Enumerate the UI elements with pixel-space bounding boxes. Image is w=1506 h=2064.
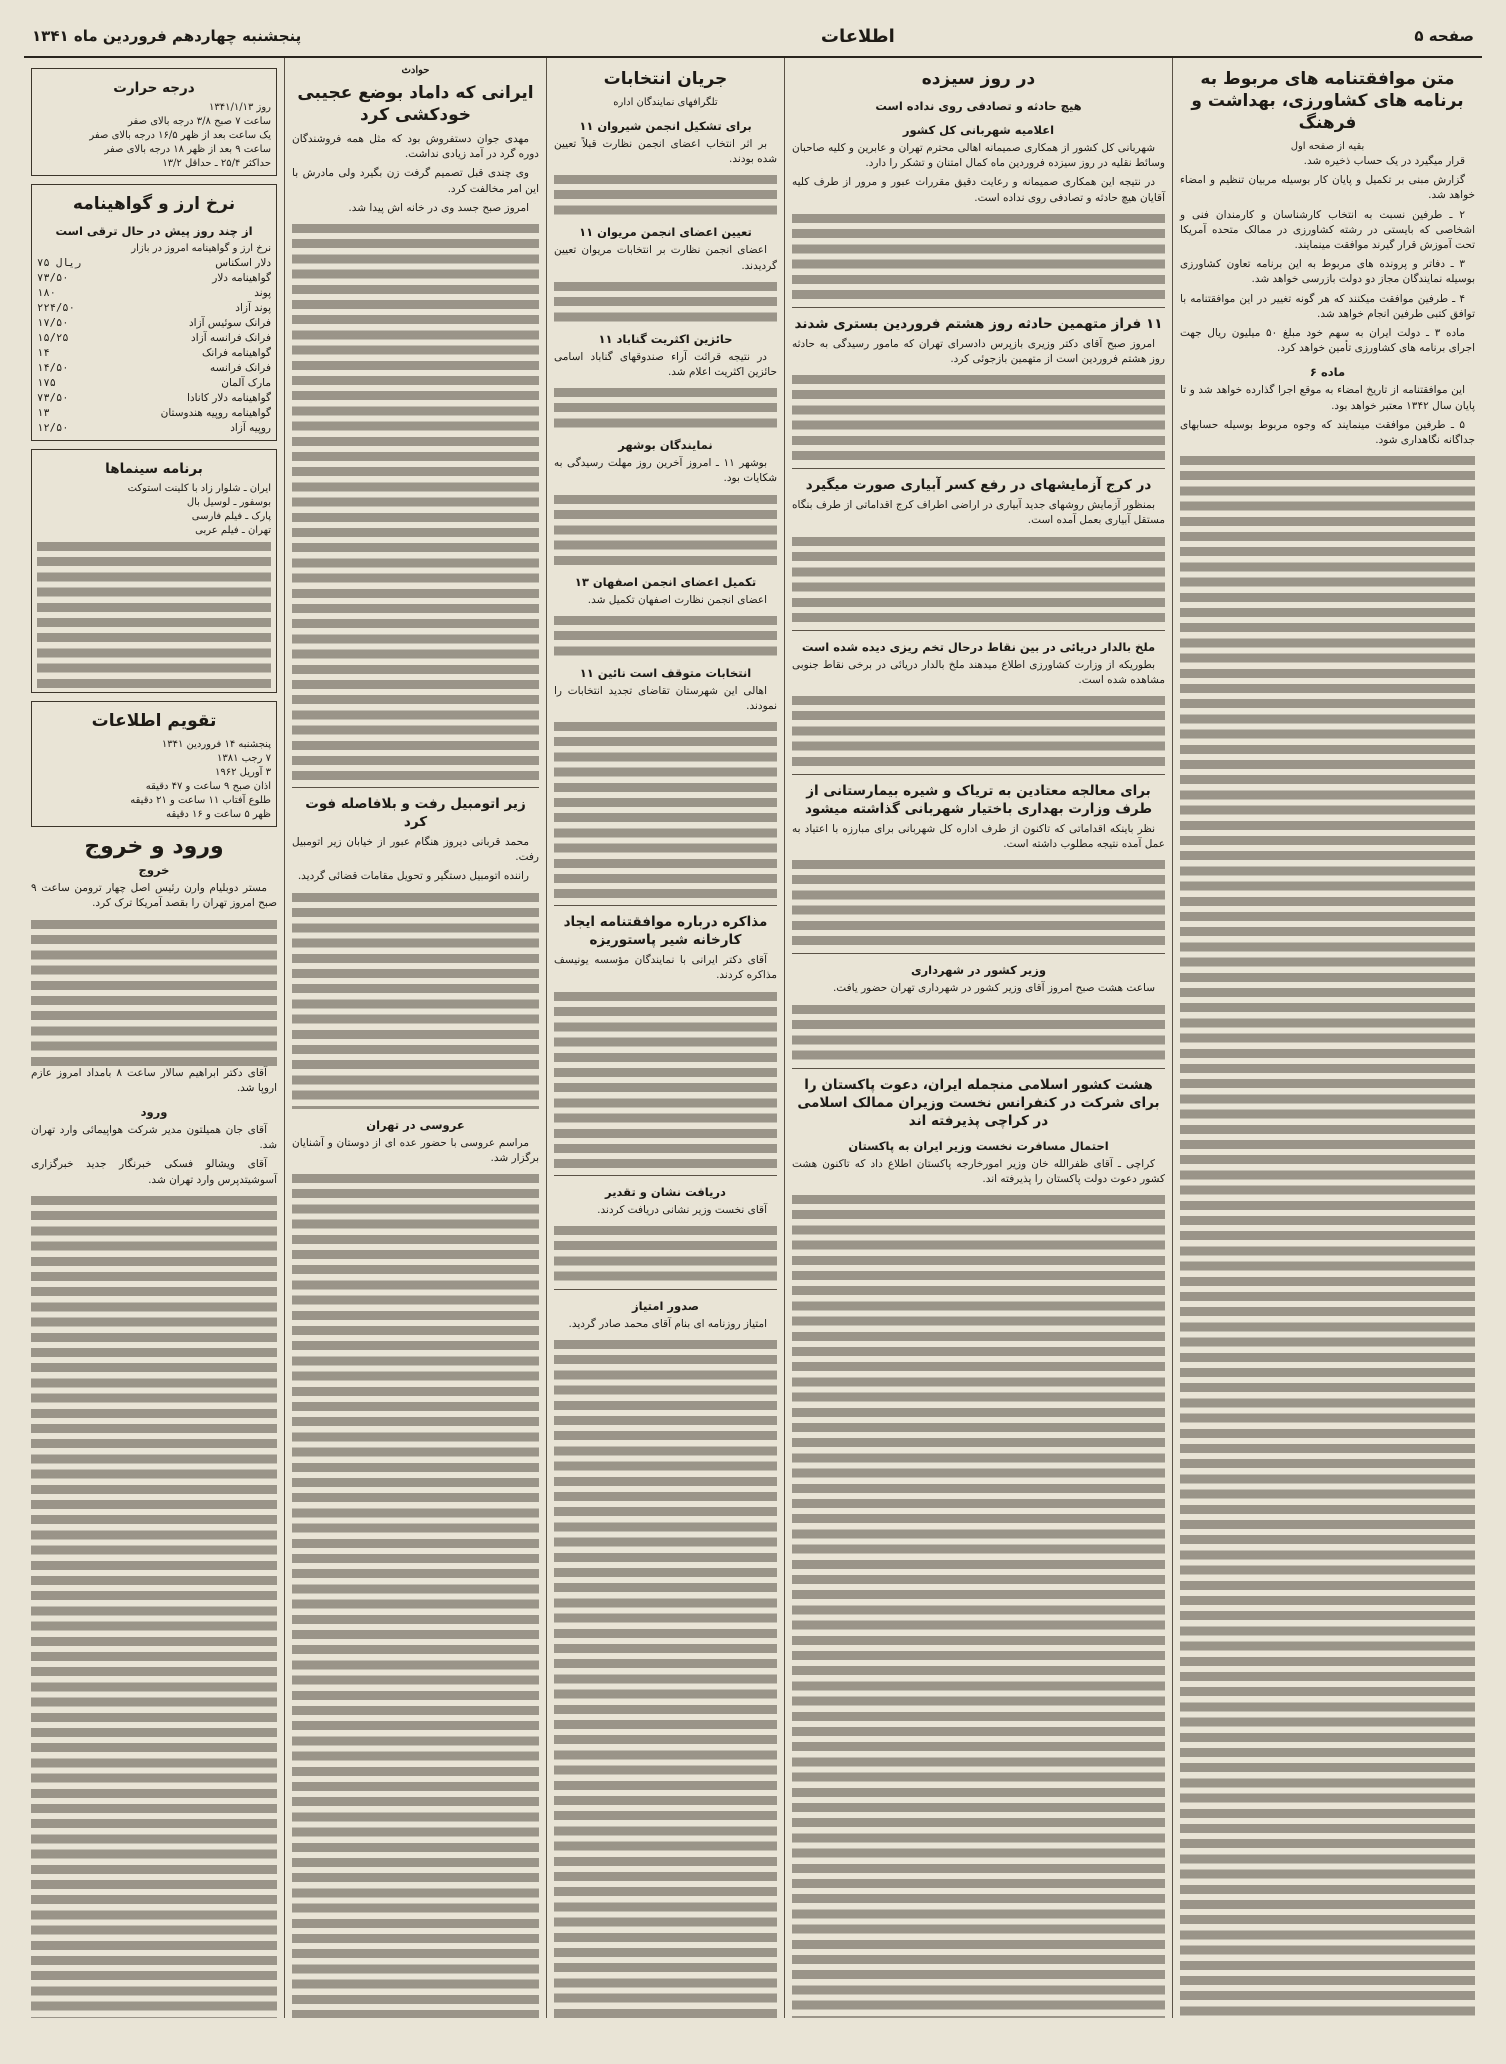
- license-headline: صدور امتیاز: [632, 1298, 699, 1313]
- body-text-block: [554, 1222, 777, 1282]
- body-text-block: [292, 220, 539, 780]
- calendar-line: اذان صبح ۹ ساعت و ۴۷ دقیقه: [145, 781, 271, 792]
- rate-row: [37, 256, 271, 271]
- rate-value: ۲۲۴/۵۰: [37, 302, 75, 314]
- rate-value: ۷۳/۵۰: [37, 272, 69, 284]
- news-paragraph: مراسم عروسی با حضور عده ای از دوستان و آشنایان برگزار شد.: [292, 1136, 539, 1164]
- cinema-line: ایران ـ شلوار زاد با کلینت استوکت: [127, 483, 271, 494]
- divider: [554, 905, 777, 906]
- rate-value: ۱۴: [37, 347, 50, 359]
- locust-headline: ملخ بالدار دریائی در بین نقاط درحال تخم ریزی دیده شده است: [801, 639, 1156, 654]
- body-text-block: [554, 491, 777, 566]
- calendar-line: ۳ آوریل ۱۹۶۲: [214, 767, 271, 778]
- rate-value: ۱۷/۵۰: [37, 317, 69, 329]
- elections-subhead: حائزین اکثریت گناباد ۱۱: [598, 331, 733, 346]
- body-text-block: [554, 278, 777, 323]
- elections-paragraph: اعضای انجمن نظارت اصفهان تکمیل شد.: [587, 593, 767, 606]
- divider: [554, 1289, 777, 1290]
- temperature-line: یک ساعت بعد از ظهر ۱۶/۵ درجه بالای صفر: [89, 130, 271, 141]
- travel-paragraph: آقای ویشالو فسکی خبرنگار جدید خبرگزاری آسوشیتدپرس وارد تهران شد.: [31, 1158, 277, 1186]
- body-text-block: [292, 1170, 539, 2018]
- rate-value: ۱۴/۵۰: [37, 362, 69, 374]
- news-paragraph: در نتیجه این همکاری صمیمانه و رعایت دقیق مقررات عبور و مرور از طرف کلیه آقایان هیچ حادثه و تصادفی روی نداده است.: [792, 176, 1165, 204]
- agreement-paragraph: این موافقتنامه از تاریخ امضاء به موقع اجرا گذارده خواهد شد و تا پایان سال ۱۳۴۲ معتبر خواهد بود.: [1180, 384, 1475, 412]
- agreement-paragraph: ۲ ـ طرفین نسبت به انتخاب کارشناسان و کارمندان فنی و اشخاصی که بایستی در رشته کشاورزی در ممالک متحده آمریکا تحت آموزش قرار گیرند موافقت مینمایند.: [1180, 208, 1475, 252]
- body-text-block: [292, 889, 539, 1109]
- divider: [292, 787, 539, 788]
- elections-paragraph: در نتیجه قرائت آراء صندوقهای گناباد اسامی حائزین اکثریت اعلام شد.: [554, 350, 777, 379]
- elections-subhead: برای تشکیل انجمن شیروان ۱۱: [579, 119, 752, 133]
- rate-name: فرانک سوئیس آزاد: [188, 317, 271, 329]
- body-text-block: [1180, 452, 1475, 2018]
- elections-paragraph: بوشهر ۱۱ ـ امروز آخرین روز مهلت رسیدگی به شکایات بود.: [554, 457, 777, 485]
- wedding-headline: عروسی در تهران: [366, 1117, 465, 1132]
- body-text-block: [792, 1001, 1165, 1061]
- calendar-line: ظهر ۵ ساعت و ۱۶ دقیقه: [166, 809, 271, 820]
- agreement-ref: بقیه از صفحه اول: [1290, 141, 1365, 152]
- travel-paragraph: آقای دکتر ابراهیم سالار ساعت ۸ بامداد امروز عازم اروپا شد.: [31, 1066, 277, 1094]
- suspects-headline: ۱۱ فراز متهمین حادثه روز هشتم فروردین بستری شدند: [794, 315, 1163, 332]
- elections-column: [546, 58, 784, 2018]
- rate-name: گواهینامه دلار: [212, 272, 271, 284]
- elections-subhead: تلگرافهای نمایندگان اداره: [613, 97, 718, 108]
- arrivals-heading: ورود: [140, 1105, 168, 1120]
- rate-row: [37, 286, 271, 301]
- rate-row: [37, 391, 271, 406]
- agreement-paragraph: قرار میگیرد در یک حساب ذخیره شد.: [1303, 155, 1465, 167]
- rate-name: روپیه آزاد: [230, 422, 271, 434]
- accident-headline: زیر اتومبیل رفت و بلافاصله فوت کرد: [305, 796, 526, 831]
- body-text-block: [31, 916, 277, 1066]
- body-text-block: [31, 1192, 277, 2018]
- temperature-box: [31, 68, 277, 176]
- temperature-line: حداکثر ۲۵/۴ ـ حداقل ۱۳/۲: [162, 158, 271, 169]
- divider: [792, 307, 1165, 308]
- police-notice-subhead: اعلامیه شهربانی کل کشور: [902, 123, 1055, 137]
- body-text-block: [554, 171, 777, 216]
- cinema-line: تهران ـ فیلم عربی: [195, 525, 271, 536]
- news-paragraph: بمنظور آزمایش روشهای جدید آبیاری در اراضی اطراف کرج اقداماتی از طرف بنگاه مستقل آبیاری بعمل آمده است.: [792, 499, 1165, 527]
- divider: [792, 468, 1165, 469]
- news-paragraph: نظر باینکه اقداماتی که تاکنون از طرف اداره کل شهربانی برای مبارزه با اعتیاد به عمل آمده نتیجه مطلوب داشته است.: [792, 823, 1165, 851]
- rate-name: مارک آلمان: [221, 377, 271, 389]
- agreement-paragraph: ۵ ـ طرفین موافقت مینمایند که وجوه مربوط بوسیله حسابهای جداگانه نگاهداری شود.: [1180, 418, 1475, 447]
- calendar-line: طلوع آفتاب ۱۱ ساعت و ۲۱ دقیقه: [130, 795, 271, 806]
- divider: [792, 1068, 1165, 1069]
- divider: [792, 774, 1165, 775]
- rate-value: ۱۳: [37, 407, 50, 419]
- sizdah-headline: در روز سیزده: [921, 69, 1036, 89]
- news-paragraph: مهدی جوان دستفروش بود که مثل همه فروشندگان دوره گرد در آمد زیادی نداشت.: [292, 133, 539, 161]
- rate-name: گواهینامه دلار کانادا: [187, 392, 271, 404]
- rate-value: ۱۷۵: [37, 377, 56, 389]
- rate-row: [37, 316, 271, 331]
- news-paragraph: وی چندی قبل تصمیم گرفت زن بگیرد ولی مادرش با این امر مخالفت کرد.: [292, 167, 539, 195]
- divider: [792, 630, 1165, 631]
- minister-headline: وزیر کشور در شهرداری: [910, 963, 1047, 978]
- divider: [554, 1175, 777, 1176]
- temperature-line: ساعت ۹ بعد از ظهر ۱۸ درجه بالای صفر: [104, 144, 271, 155]
- suicide-headline: ایرانی که داماد بوضع عجیبی خودکشی کرد: [297, 83, 534, 125]
- calendar-line: پنجشنبه ۱۴ فروردین ۱۳۴۱: [161, 739, 271, 750]
- newspaper-name: اطلاعات: [820, 25, 895, 47]
- agreement-column: [1172, 58, 1482, 2018]
- news-paragraph: آقای دکتر ایرانی با نمایندگان مؤسسه یونیسف مذاکره کردند.: [554, 954, 777, 982]
- body-text-block: [792, 210, 1165, 300]
- rates-title: نرخ ارز و گواهینامه: [72, 194, 236, 214]
- body-text-block: [554, 988, 777, 1168]
- pakistan-conference-subhead: احتمال مسافرت نخست وزیر ایران به پاکستان: [848, 1138, 1109, 1153]
- rate-name: گواهینامه فرانک: [201, 347, 271, 359]
- body-text-block: [554, 612, 777, 657]
- page-number: صفحه ۵: [1414, 27, 1474, 45]
- elections-paragraph: اعضای انجمن نظارت بر انتخابات مریوان تعیین گردیدند.: [554, 244, 777, 272]
- medal-headline: دریافت نشان و تقدیر: [605, 1184, 726, 1199]
- rate-value: ۷۵ ریال: [37, 257, 82, 269]
- elections-subhead: انتخابات متوقف است نائین ۱۱: [579, 665, 752, 680]
- temperature-line: روز ۱۳۴۱/۱/۱۳: [208, 102, 271, 113]
- body-text-block: [554, 1336, 777, 2018]
- news-paragraph: کراچی ـ آقای ظفرالله خان وزیر امورخارجه پاکستان اطلاع داد که تاکنون هشت کشور دعوت دولت پاکستان را پذیرفته اند.: [792, 1157, 1165, 1185]
- calendar-box: [31, 701, 277, 827]
- temperature-title: درجه حرارت: [113, 80, 195, 96]
- news-paragraph: امروز صبح جسد وی در خانه اش پیدا شد.: [348, 201, 529, 214]
- milk-factory-headline: مذاکره درباره موافقتنامه ایجاد کارخانه شیر پاستوریزه: [563, 914, 768, 949]
- exchange-rates-box: [31, 184, 277, 441]
- body-text-block: [37, 538, 271, 688]
- elections-subhead: تکمیل اعضای انجمن اصفهان ۱۳: [574, 574, 757, 589]
- cinema-line: پارک ـ فیلم فارسی: [191, 511, 271, 522]
- elections-headline: جریان انتخابات: [603, 69, 728, 89]
- agreement-paragraph: گزارش مبنی بر تکمیل و پایان کار بوسیله مربیان تنظیم و امضاء خواهد شد.: [1180, 174, 1475, 202]
- news-paragraph: بطوریکه از وزارت کشاورزی اطلاع میدهند ملخ بالدار دریائی در برخی نقاط جنوبی مشاهده شده است.: [792, 658, 1165, 686]
- news-column: [784, 58, 1172, 2018]
- rate-name: دلار اسکناس: [215, 257, 271, 269]
- rate-row: [37, 376, 271, 391]
- rates-note: نرخ ارز و گواهینامه امروز در بازار: [131, 243, 271, 254]
- arrivals-departures-title: ورود و خروج: [84, 834, 224, 859]
- rate-name: فرانک فرانسه: [209, 362, 271, 374]
- news-paragraph: آقای نخست وزیر نشانی دریافت کردند.: [597, 1203, 767, 1216]
- news-paragraph: ساعت هشت صبح امروز آقای وزیر کشور در شهرداری تهران حضور یافت.: [832, 982, 1155, 995]
- masthead: [24, 16, 1482, 58]
- news-paragraph: محمد قربانی دیروز هنگام عبور از خیابان زیر اتومبیل رفت.: [292, 836, 539, 864]
- body-text-block: [792, 533, 1165, 623]
- departures-heading: خروج: [138, 863, 170, 878]
- body-text-block: [792, 371, 1165, 461]
- newspaper-page: [24, 16, 1482, 2026]
- agreement-paragraph: ۴ ـ طرفین موافقت میکنند که هر گونه تغییر در این موافقتنامه با توافق کتبی طرفین انجام خواهد شد.: [1180, 292, 1475, 320]
- rate-value: ۱۵/۲۵: [37, 332, 69, 344]
- issue-date: پنجشنبه چهاردهم فروردین ماه ۱۳۴۱: [32, 27, 302, 45]
- rate-row: [37, 301, 271, 316]
- section-label: حوادث: [401, 65, 430, 76]
- irrigation-headline: در کرج آزمایشهای در رفع کسر آبیاری صورت میگیرد: [805, 477, 1152, 494]
- cinema-title: برنامه سینماها: [105, 461, 203, 477]
- elections-paragraph: اهالی این شهرستان تقاضای تجدید انتخابات را نمودند.: [554, 684, 777, 713]
- body-text-block: [554, 718, 777, 898]
- elections-subhead: تعیین اعضای انجمن مریوان ۱۱: [579, 225, 752, 240]
- elections-subhead: نمایندگان بوشهر: [618, 438, 713, 453]
- news-paragraph: امتیاز روزنامه ای بنام آقای محمد صادر گردید.: [568, 1317, 767, 1330]
- travel-paragraph: آقای جان همیلتون مدیر شرکت هواپیمائی وارد تهران شد.: [31, 1124, 277, 1152]
- rate-value: ۱۸۰: [37, 287, 56, 299]
- rate-name: گواهینامه روپیه هندوستان: [160, 407, 271, 419]
- rate-name: فرانک فرانسه آزاد: [191, 332, 271, 344]
- rate-name: پوند آزاد: [235, 302, 271, 314]
- cinema-box: [31, 449, 277, 693]
- news-paragraph: شهربانی کل کشور از همکاری صمیمانه اهالی محترم تهران و عابرین و کلیه صاحبان وسائط نقلیه در روز سیزده فروردین ماه کمال امتنان و تشکر را دارد.: [792, 142, 1165, 170]
- rate-row: [37, 346, 271, 361]
- calendar-line: ۷ رجب ۱۳۸۱: [216, 753, 271, 764]
- body-text-block: [792, 692, 1165, 767]
- agreement-paragraph: ۳ ـ دفاتر و پرونده های مربوط به این برنامه تعاون کشاورزی بوسیله نمایندگان مجاز دو دولت بازرسی خواهد شد.: [1180, 258, 1475, 286]
- agreement-subhead: ماده ۶: [1309, 365, 1346, 380]
- body-text-block: [792, 856, 1165, 946]
- news-paragraph: امروز صبح آقای دکتر وزیری بازپرس دادسرای تهران که مامور رسیدگی به حادثه روز هشتم فروردین است از متهمین بازجوئی کرد.: [792, 337, 1165, 366]
- incidents-column: [284, 58, 546, 2018]
- info-column: [24, 58, 284, 2018]
- body-text-block: [792, 1191, 1165, 2018]
- calendar-title: تقویم اطلاعات: [91, 711, 217, 731]
- addicts-headline: برای معالجه معتادین به تریاک و شیره بیمارستانی از طرف وزارت بهداری باختیار شهربانی گذاشته میشود: [804, 783, 1153, 818]
- rate-value: ۱۲/۵۰: [37, 422, 69, 434]
- pakistan-conference-headline: هشت کشور اسلامی منجمله ایران، دعوت پاکستان را برای شرکت در کنفرانس نخست وزیران ممالک اسلامی در کراچی پذیرفته اند: [797, 1076, 1160, 1129]
- rate-row: [37, 406, 271, 421]
- cinema-line: بوسفور ـ لوسیل بال: [186, 497, 271, 508]
- news-paragraph: راننده اتومبیل دستگیر و تحویل مقامات قضائی گردید.: [297, 870, 529, 883]
- elections-paragraph: بر اثر انتخاب اعضای انجمن نظارت قبلاً تعیین شده بودند.: [554, 138, 777, 166]
- rate-value: ۷۳/۵۰: [37, 392, 69, 404]
- columns: [24, 58, 1482, 2018]
- rate-name: پوند: [254, 287, 271, 299]
- divider: [792, 953, 1165, 954]
- agreement-headline: متن موافقتنامه های مربوط به برنامه های کشاورزی، بهداشت و فرهنگ: [1191, 69, 1464, 133]
- rate-row: [37, 331, 271, 346]
- agreement-paragraph: ماده ۳ ـ دولت ایران به سهم خود مبلغ ۵۰ میلیون ریال جهت اجرای برنامه های کشاورزی تأمین خواهد کرد.: [1180, 327, 1475, 355]
- temperature-line: ساعت ۷ صبح ۳/۸ درجه بالای صفر: [127, 116, 271, 127]
- rate-row: [37, 361, 271, 376]
- rates-subtitle: از چند روز پیش در حال ترقی است: [55, 224, 253, 238]
- rate-row: [37, 271, 271, 286]
- body-text-block: [554, 384, 777, 429]
- travel-paragraph: مستر دوبلیام وارن رئیس اصل چهار ترومن ساعت ۹ صبح امروز تهران را بقصد آمریکا ترک کرد.: [31, 882, 277, 910]
- sizdah-subhead: هیچ حادثه و تصادفی روی نداده است: [875, 99, 1082, 113]
- rate-row: [37, 421, 271, 436]
